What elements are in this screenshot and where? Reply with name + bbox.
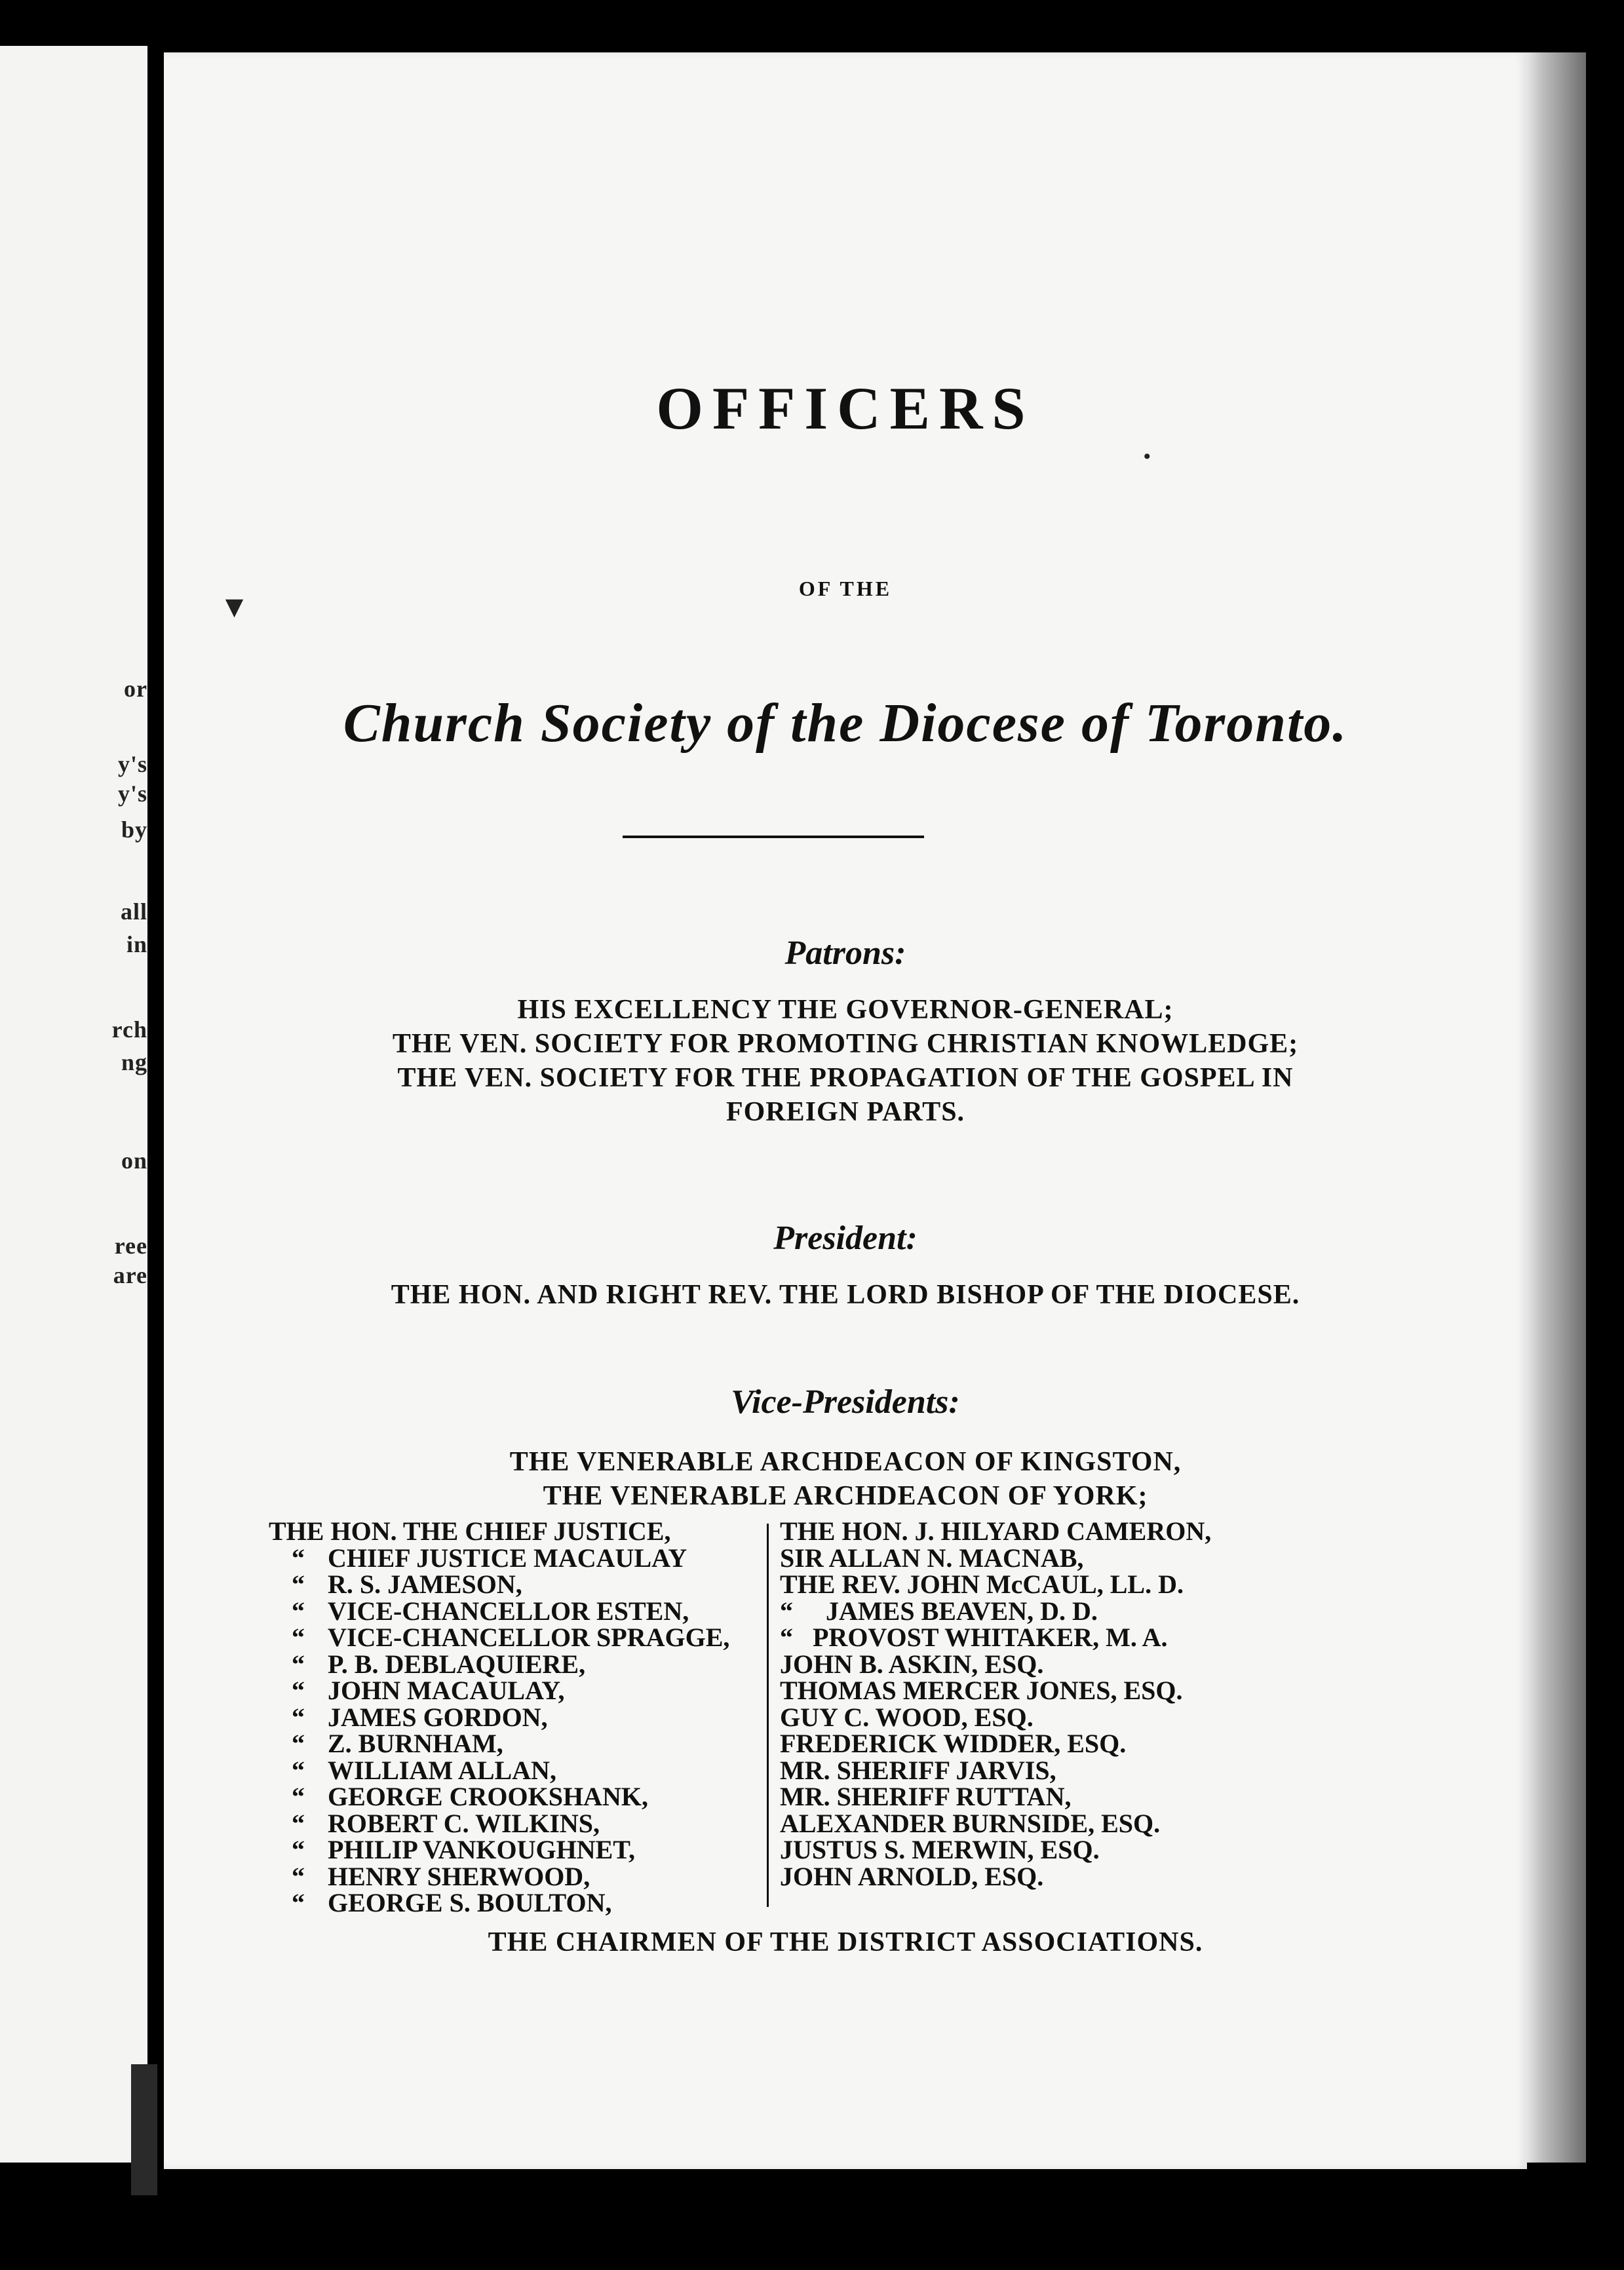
vice-president-name: MR. SHERIFF JARVIS, [780, 1755, 1056, 1785]
ditto-mark: “ [292, 1569, 305, 1599]
vice-president-name: VICE-CHANCELLOR SPRAGGE, [328, 1623, 730, 1652]
vice-president-name: JAMES GORDON, [328, 1702, 548, 1732]
vice-president-name: FREDERICK WIDDER, ESQ. [780, 1729, 1127, 1758]
ditto-mark: “ [292, 1543, 305, 1573]
vice-president-line: THE VENERABLE ARCHDEACON OF KINGSTON, [509, 1447, 1182, 1477]
facing-text: by [121, 817, 147, 843]
vice-president-name: JOHN MACAULAY, [328, 1676, 565, 1705]
patron-line: THE VEN. SOCIETY FOR PROMOTING CHRISTIAN KNOWLEDGE; [392, 1029, 1299, 1059]
vice-president-name: JUSTUS S. MERWIN, ESQ. [780, 1835, 1100, 1864]
vice-presidents-left-column [269, 1518, 729, 1917]
vice-presidents-right-column [780, 1518, 1211, 1890]
vice-president-name: P. B. DEBLAQUIERE, [328, 1649, 586, 1679]
closing-line: THE CHAIRMEN OF THE DISTRICT ASSOCIATIONS. [488, 1927, 1203, 1957]
facing-text: ng [121, 1049, 147, 1075]
ditto-mark: “ [292, 1702, 305, 1732]
vice-president-name: CHIEF JUSTICE MACAULAY [328, 1543, 687, 1573]
president-heading: President: [773, 1220, 918, 1257]
facing-text: y's [117, 751, 147, 777]
vice-president-name: SIR ALLAN N. MACNAB, [780, 1543, 1084, 1573]
facing-text: on [121, 1147, 147, 1174]
vice-president-name: THE HON. J. HILYARD CAMERON, [780, 1516, 1212, 1546]
ditto-mark: “ [292, 1861, 305, 1891]
column-divider [767, 1524, 769, 1907]
ditto-mark: “ [292, 1623, 305, 1652]
patrons-list [164, 993, 1527, 1129]
title-connector: OF THE [798, 577, 893, 600]
ditto-mark: “ [292, 1835, 305, 1864]
ditto-mark: “ [292, 1782, 305, 1811]
vice-president-name: “ JAMES BEAVEN, D. D. [780, 1596, 1098, 1626]
vice-president-name: JOHN B. ASKIN, ESQ. [780, 1649, 1044, 1679]
divider-rule [623, 836, 924, 838]
vice-presidents-intro [164, 1445, 1527, 1513]
gutter-shadow [131, 2064, 157, 2195]
vice-president-name: ALEXANDER BURNSIDE, ESQ. [780, 1808, 1161, 1838]
patron-line: FOREIGN PARTS. [725, 1097, 965, 1127]
patrons-heading: Patrons: [784, 934, 906, 972]
ditto-mark: “ [292, 1676, 305, 1705]
vice-president-name: ROBERT C. WILKINS, [328, 1808, 600, 1838]
vice-president-name: “ PROVOST WHITAKER, M. A. [780, 1623, 1168, 1652]
ditto-mark: “ [292, 1808, 305, 1838]
ditto-mark: “ [292, 1755, 305, 1785]
facing-text: in [126, 931, 147, 957]
facing-text: or [124, 676, 147, 702]
vice-president-line: THE VENERABLE ARCHDEACON OF YORK; [543, 1481, 1148, 1511]
margin-mark: ▾ [226, 587, 243, 624]
vice-president-name: WILLIAM ALLAN, [328, 1755, 556, 1785]
vice-president-name: HENRY SHERWOOD, [328, 1861, 590, 1891]
vice-president-name: MR. SHERIFF RUTTAN, [780, 1782, 1072, 1811]
margin-mark: • [1144, 446, 1151, 467]
vice-president-name: GUY C. WOOD, ESQ. [780, 1702, 1034, 1732]
vice-president-name: CHIEF JUSTICE, [465, 1516, 671, 1546]
vice-president-name: R. S. JAMESON, [328, 1569, 522, 1599]
facing-page [0, 46, 147, 2163]
vice-president-name: VICE-CHANCELLOR ESTEN, [328, 1596, 689, 1626]
ditto-mark: “ [292, 1649, 305, 1679]
vice-president-name: THE REV. JOHN McCAUL, LL. D. [780, 1569, 1184, 1599]
society-name: Church Society of the Diocese of Toronto. [343, 693, 1348, 754]
vice-president-name: GEORGE CROOKSHANK, [328, 1782, 648, 1811]
document-page [164, 52, 1527, 2169]
patron-line: HIS EXCELLENCY THE GOVERNOR-GENERAL; [517, 995, 1174, 1025]
facing-text: are [113, 1262, 147, 1288]
vice-president-name: PHILIP VANKOUGHNET, [328, 1835, 635, 1864]
facing-text: ree [114, 1233, 147, 1259]
facing-text: y's [117, 780, 147, 807]
facing-text: rch [111, 1016, 147, 1043]
page-title: OFFICERS [656, 375, 1035, 442]
ditto-mark: “ [292, 1888, 305, 1917]
vice-presidents-heading: Vice-Presidents: [731, 1383, 960, 1421]
vice-president-name: JOHN ARNOLD, ESQ. [780, 1861, 1044, 1891]
vice-president-name: GEORGE S. BOULTON, [328, 1888, 612, 1917]
president-line: THE HON. AND RIGHT REV. THE LORD BISHOP OF THE DIOCESE. [391, 1280, 1300, 1310]
vice-president-name: Z. BURNHAM, [328, 1729, 503, 1758]
facing-text: all [120, 898, 147, 925]
name-prefix: THE HON. THE [269, 1516, 459, 1546]
ditto-mark: “ [292, 1596, 305, 1626]
ditto-mark: “ [292, 1729, 305, 1758]
patron-line: THE VEN. SOCIETY FOR THE PROPAGATION OF THE GOSPEL IN [397, 1063, 1294, 1093]
vice-president-name: THOMAS MERCER JONES, ESQ. [780, 1676, 1183, 1705]
